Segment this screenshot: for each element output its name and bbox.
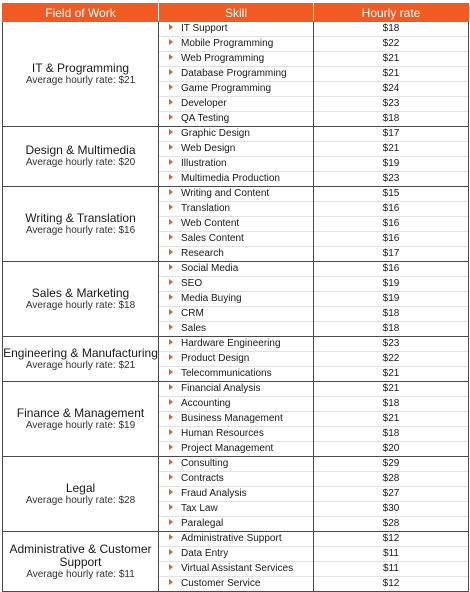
hourly-rate-value: $18 xyxy=(314,22,468,37)
hourly-rate-value: $20 xyxy=(382,443,400,454)
rates-cell xyxy=(314,127,469,187)
hourly-rate-value: $19 xyxy=(314,292,468,307)
hourly-rate-value: $12 xyxy=(314,532,468,547)
skill-item xyxy=(159,67,313,82)
skill-item xyxy=(159,427,313,442)
table-row xyxy=(3,337,469,382)
skill-label: Tax Law xyxy=(181,503,218,514)
skill-item xyxy=(159,82,313,97)
hourly-rate-value: $21 xyxy=(314,52,468,67)
skill-item xyxy=(159,157,313,172)
triangle-bullet-icon xyxy=(169,69,173,75)
skill-label: Database Programming xyxy=(181,68,287,79)
skill-label: Telecommunications xyxy=(181,368,272,379)
triangle-bullet-icon xyxy=(169,24,173,30)
hourly-rate-value: $16 xyxy=(314,262,468,277)
rates-cell xyxy=(314,382,469,457)
skill-item xyxy=(159,247,313,261)
triangle-bullet-icon xyxy=(169,204,173,210)
hourly-rate-value: $28 xyxy=(314,472,468,487)
triangle-bullet-icon xyxy=(169,249,173,255)
table-row xyxy=(3,457,469,532)
skill-item xyxy=(159,352,313,367)
average-hourly-rate: Average hourly rate: $19 xyxy=(25,419,136,431)
skill-label: Sales xyxy=(181,323,207,334)
skill-item xyxy=(159,307,313,322)
rates-cell xyxy=(314,532,469,592)
field-name: Writing & Translation xyxy=(25,210,136,225)
hourly-rate-value: $23 xyxy=(314,337,468,352)
triangle-bullet-icon xyxy=(169,99,173,105)
triangle-bullet-icon xyxy=(169,294,173,300)
triangle-bullet-icon xyxy=(169,219,173,225)
field-name: Sales & Marketing xyxy=(31,285,130,300)
average-hourly-rate: Average hourly rate: $20 xyxy=(25,157,136,168)
triangle-bullet-icon xyxy=(169,489,173,495)
skill-label: QA Testing xyxy=(181,113,230,124)
rates-cell xyxy=(314,22,469,127)
hourly-rate-value: $18 xyxy=(382,323,400,334)
skill-label: Translation xyxy=(181,203,231,214)
hourly-rate-value: $11 xyxy=(314,547,468,562)
skill-label: Financial Analysis xyxy=(181,383,261,394)
field-of-work-cell xyxy=(3,532,159,592)
field-of-work-cell xyxy=(3,457,159,532)
skill-item xyxy=(159,187,313,202)
hourly-rate-value: $18 xyxy=(314,397,468,412)
skill-item xyxy=(159,172,313,186)
hourly-rate-value: $21 xyxy=(382,368,400,379)
hourly-rate-value: $16 xyxy=(314,217,468,232)
skill-label: Human Resources xyxy=(181,428,264,439)
field-name: IT & Programming xyxy=(31,60,130,75)
rates-cell xyxy=(314,457,469,532)
skill-item xyxy=(159,262,313,277)
skill-item xyxy=(159,277,313,292)
hourly-rate-value: $22 xyxy=(314,352,468,367)
skill-label: Writing and Content xyxy=(181,188,270,199)
skill-label: Contracts xyxy=(181,473,224,484)
skill-label: Administrative Support xyxy=(181,533,282,544)
skill-item xyxy=(159,202,313,217)
skill-label: Virtual Assistant Services xyxy=(181,563,294,574)
triangle-bullet-icon xyxy=(169,324,173,330)
skills-cell xyxy=(159,532,314,592)
skill-item xyxy=(159,112,313,126)
skill-item xyxy=(159,487,313,502)
skill-item xyxy=(159,37,313,52)
triangle-bullet-icon xyxy=(169,564,173,570)
triangle-bullet-icon xyxy=(169,174,173,180)
hourly-rate-value: $12 xyxy=(382,578,400,589)
table-row xyxy=(3,187,469,262)
triangle-bullet-icon xyxy=(169,264,173,270)
skill-label: SEO xyxy=(181,278,203,289)
rates-cell xyxy=(314,337,469,382)
skill-item xyxy=(159,517,313,531)
table-header-row xyxy=(3,4,469,22)
skill-item xyxy=(159,502,313,517)
rates-cell xyxy=(314,187,469,262)
skill-label: Business Management xyxy=(181,413,283,424)
skill-label: Multimedia Production xyxy=(181,173,280,184)
triangle-bullet-icon xyxy=(169,279,173,285)
skill-item xyxy=(159,337,313,352)
skill-label: Illustration xyxy=(181,158,227,169)
field-name: Finance & Management xyxy=(16,405,145,420)
skill-label: Data Entry xyxy=(181,548,229,559)
triangle-bullet-icon xyxy=(169,519,173,525)
table-body xyxy=(3,22,469,592)
hourly-rate-table xyxy=(2,3,469,592)
triangle-bullet-icon xyxy=(169,339,173,345)
skill-label: Project Management xyxy=(181,443,274,454)
skill-item xyxy=(159,22,313,37)
skills-cell xyxy=(159,382,314,457)
skills-cell xyxy=(159,457,314,532)
skill-label: Customer Service xyxy=(181,578,261,589)
hourly-rate-value: $23 xyxy=(382,173,400,184)
skill-label: Web Design xyxy=(181,143,236,154)
skill-label: Media Buying xyxy=(181,293,242,304)
hourly-rate-value: $30 xyxy=(314,502,468,517)
hourly-rate-value: $29 xyxy=(314,457,468,472)
hourly-rate-value: $28 xyxy=(382,518,400,529)
skill-item xyxy=(159,52,313,67)
triangle-bullet-icon xyxy=(169,189,173,195)
hourly-rate-value: $15 xyxy=(314,187,468,202)
skill-label: Graphic Design xyxy=(181,128,250,139)
rates-cell xyxy=(314,262,469,337)
table-row xyxy=(3,382,469,457)
table-row xyxy=(3,532,469,592)
hourly-rate-value: $24 xyxy=(314,82,468,97)
field-of-work-cell xyxy=(3,187,159,262)
hourly-rate-value: $22 xyxy=(314,37,468,52)
skills-cell xyxy=(159,22,314,127)
average-hourly-rate: Average hourly rate: $18 xyxy=(25,299,136,311)
triangle-bullet-icon xyxy=(169,549,173,555)
skill-item xyxy=(159,127,313,142)
triangle-bullet-icon xyxy=(169,309,173,315)
skill-item xyxy=(159,217,313,232)
skill-label: Social Media xyxy=(181,263,239,274)
average-hourly-rate: Average hourly rate: $28 xyxy=(25,494,136,506)
triangle-bullet-icon xyxy=(169,54,173,60)
skills-cell xyxy=(159,187,314,262)
skill-item xyxy=(159,382,313,397)
field-of-work-cell xyxy=(3,127,159,187)
skill-item xyxy=(159,97,313,112)
skill-item xyxy=(159,292,313,307)
hourly-rate-value: $19 xyxy=(314,277,468,292)
skill-item xyxy=(159,412,313,427)
table-row xyxy=(3,262,469,337)
skill-item xyxy=(159,577,313,591)
triangle-bullet-icon xyxy=(169,354,173,360)
triangle-bullet-icon xyxy=(169,399,173,405)
hourly-rate-value: $19 xyxy=(314,157,468,172)
triangle-bullet-icon xyxy=(169,144,173,150)
skill-label: Paralegal xyxy=(181,518,224,529)
triangle-bullet-icon xyxy=(169,429,173,435)
field-of-work-cell xyxy=(3,337,159,382)
skill-label: Mobile Programming xyxy=(181,38,274,49)
hourly-rate-value: $18 xyxy=(314,307,468,322)
header-skill: Skill xyxy=(159,4,314,22)
field-of-work-cell xyxy=(3,262,159,337)
skill-item xyxy=(159,142,313,157)
field-name: Legal xyxy=(65,480,96,495)
hourly-rate-value: $27 xyxy=(314,487,468,502)
table-row xyxy=(3,127,469,187)
triangle-bullet-icon xyxy=(169,534,173,540)
hourly-rate-value: $16 xyxy=(314,232,468,247)
triangle-bullet-icon xyxy=(169,504,173,510)
skill-label: Game Programming xyxy=(181,83,272,94)
hourly-rate-value: $18 xyxy=(314,427,468,442)
skill-item xyxy=(159,322,313,336)
skill-label: Accounting xyxy=(181,398,231,409)
skill-item xyxy=(159,457,313,472)
field-name: Administrative & Customer Support xyxy=(9,541,152,569)
hourly-rate-value: $21 xyxy=(314,67,468,82)
skill-item xyxy=(159,547,313,562)
hourly-rate-value: $21 xyxy=(314,142,468,157)
average-hourly-rate: Average hourly rate: $11 xyxy=(26,568,135,580)
triangle-bullet-icon xyxy=(169,129,173,135)
triangle-bullet-icon xyxy=(169,159,173,165)
hourly-rate-value: $17 xyxy=(382,248,400,259)
skill-item xyxy=(159,232,313,247)
skills-cell xyxy=(159,262,314,337)
skill-label: CRM xyxy=(181,308,204,319)
average-hourly-rate: Average hourly rate: $16 xyxy=(25,224,136,236)
skill-label: Consulting xyxy=(181,458,229,469)
skills-cell xyxy=(159,337,314,382)
field-name: Design & Multimedia xyxy=(25,143,136,157)
skill-label: Research xyxy=(181,248,224,259)
triangle-bullet-icon xyxy=(169,459,173,465)
hourly-rate-value: $23 xyxy=(314,97,468,112)
triangle-bullet-icon xyxy=(169,234,173,240)
triangle-bullet-icon xyxy=(169,369,173,375)
table-row xyxy=(3,22,469,127)
skill-label: Web Content xyxy=(181,218,240,229)
triangle-bullet-icon xyxy=(169,84,173,90)
average-hourly-rate: Average hourly rate: $21 xyxy=(25,359,136,371)
hourly-rate-value: $21 xyxy=(314,382,468,397)
triangle-bullet-icon xyxy=(169,114,173,120)
field-name: Engineering & Manufacturing xyxy=(3,345,158,360)
skill-item xyxy=(159,532,313,547)
skill-label: Product Design xyxy=(181,353,250,364)
skill-item xyxy=(159,472,313,487)
triangle-bullet-icon xyxy=(169,384,173,390)
triangle-bullet-icon xyxy=(169,579,173,585)
average-hourly-rate: Average hourly rate: $21 xyxy=(25,74,136,86)
triangle-bullet-icon xyxy=(169,444,173,450)
triangle-bullet-icon xyxy=(169,39,173,45)
skill-label: Developer xyxy=(181,98,227,109)
header-hourly-rate: Hourly rate xyxy=(314,4,469,22)
skill-label: IT Support xyxy=(181,23,228,34)
skill-label: Sales Content xyxy=(181,233,244,244)
field-of-work-cell xyxy=(3,22,159,127)
skill-label: Fraud Analysis xyxy=(181,488,247,499)
skill-item xyxy=(159,367,313,381)
skill-item xyxy=(159,442,313,456)
field-of-work-cell xyxy=(3,382,159,457)
hourly-rate-value: $11 xyxy=(314,562,468,577)
hourly-rate-value: $17 xyxy=(314,127,468,142)
skill-label: Hardware Engineering xyxy=(181,338,281,349)
skills-cell xyxy=(159,127,314,187)
skill-item xyxy=(159,562,313,577)
skill-item xyxy=(159,397,313,412)
hourly-rate-value: $21 xyxy=(314,412,468,427)
triangle-bullet-icon xyxy=(169,414,173,420)
skill-label: Web Programming xyxy=(181,53,265,64)
hourly-rate-value: $16 xyxy=(314,202,468,217)
triangle-bullet-icon xyxy=(169,474,173,480)
header-field-of-work: Field of Work xyxy=(3,4,159,22)
hourly-rate-value: $18 xyxy=(382,113,400,124)
